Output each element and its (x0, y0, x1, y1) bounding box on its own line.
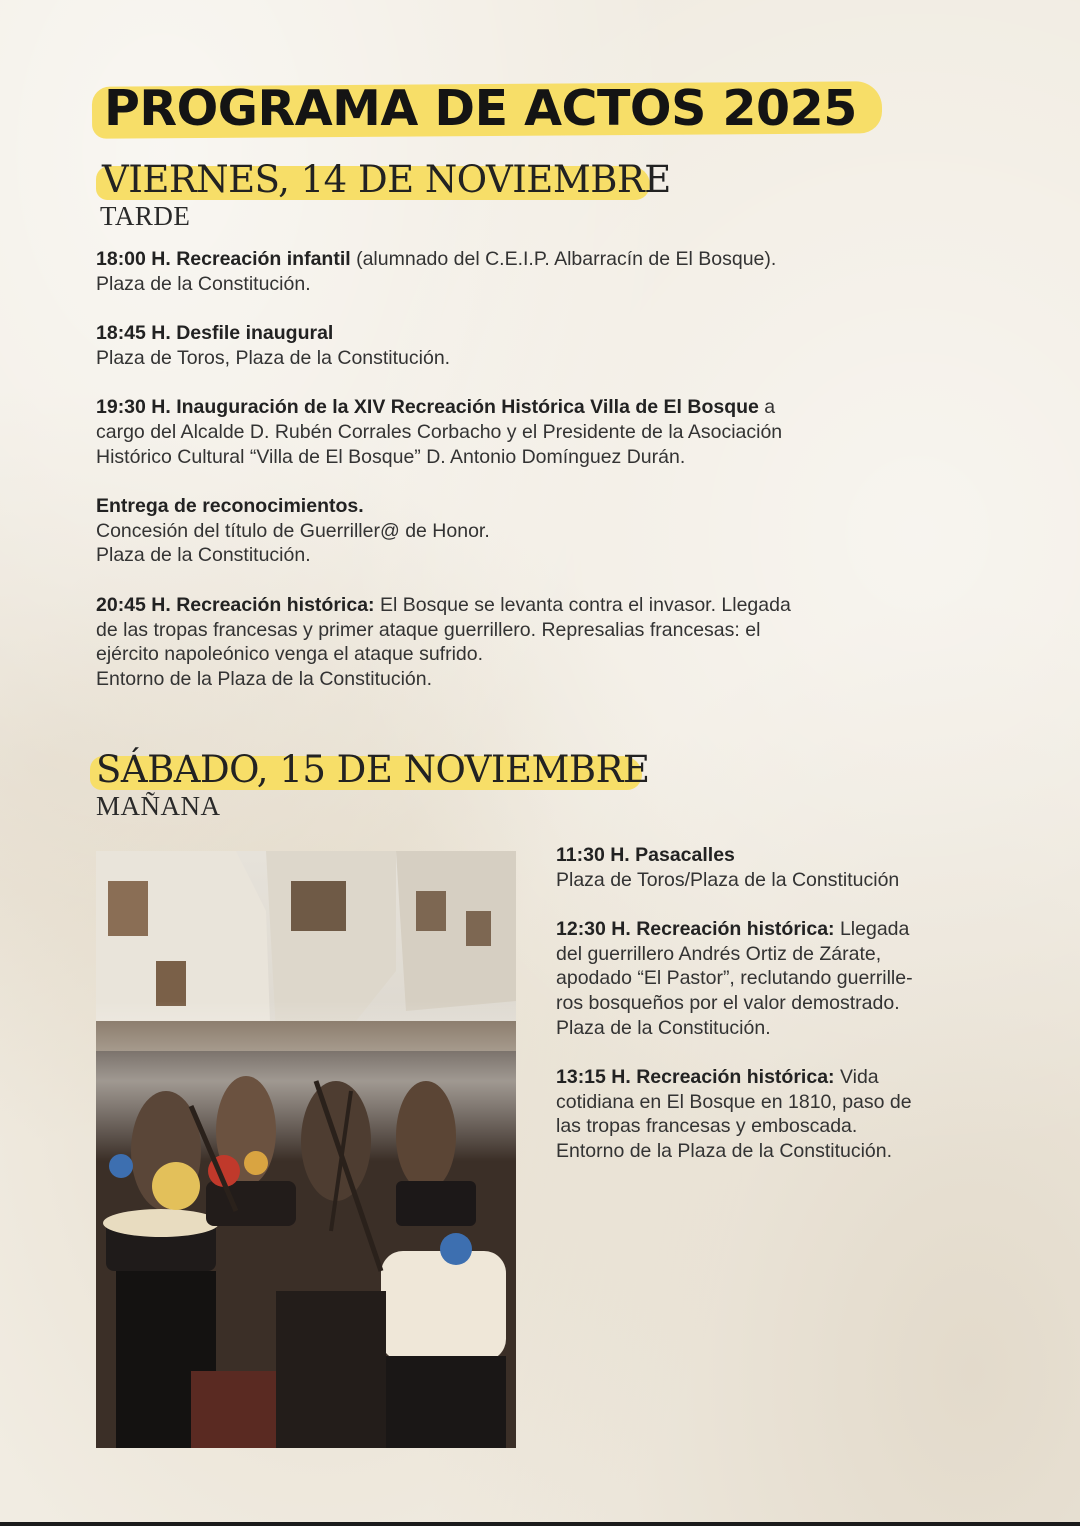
event-title: Entrega de reconocimientos. (96, 495, 364, 518)
event-location: Plaza de Toros, Plaza de la Constitución. (96, 346, 451, 369)
event-location: Entorno de la Plaza de la Constitución. (556, 1139, 893, 1162)
page-bottom-edge (0, 1522, 1080, 1526)
event-text: Histórico Cultural “Villa de El Bosque” D. Antonio Domínguez Durán. (96, 445, 686, 468)
program-title: PROGRAMA DE ACTOS 2025 (104, 80, 857, 137)
event-text: de las tropas francesas y primer ataque guerrillero. Represalias francesas: el (96, 618, 761, 641)
event-text: Llegada (834, 918, 910, 941)
event-text: Vida (834, 1066, 879, 1089)
saturday-events (556, 843, 976, 1189)
event-location: Plaza de Toros/Plaza de la Constitución (556, 868, 900, 891)
event-item (556, 1065, 976, 1163)
event-text: a (758, 396, 776, 419)
event-item (96, 247, 876, 296)
friday-period: TARDE (100, 201, 191, 231)
saturday-heading-block (90, 748, 650, 794)
event-item (96, 494, 876, 568)
saturday-period: MAÑANA (96, 791, 221, 821)
event-title: 18:45 H. Desfile inaugural (96, 322, 334, 345)
event-item (96, 395, 876, 469)
program-title-block (92, 78, 892, 140)
event-text: cotidiana en El Bosque en 1810, paso de (556, 1090, 912, 1113)
event-text: Concesión del título de Guerriller@ de Honor. (96, 519, 490, 542)
event-item (556, 843, 976, 892)
saturday-heading: SÁBADO, 15 DE NOVIEMBRE (96, 748, 650, 791)
event-title: 20:45 H. Recreación histórica: (96, 593, 375, 616)
event-location: Plaza de la Constitución. (556, 1016, 771, 1039)
event-location: Plaza de la Constitución. (96, 272, 311, 295)
event-title: 11:30 H. Pasacalles (556, 844, 735, 866)
event-text: del guerrillero Andrés Ortiz de Zárate, (556, 942, 882, 965)
event-title: 13:15 H. Recreación histórica: (556, 1066, 835, 1089)
friday-heading-block (96, 158, 671, 204)
event-location: Entorno de la Plaza de la Constitución. (96, 667, 433, 690)
event-title: 18:00 H. Recreación infantil (96, 248, 351, 270)
event-text: ejército napoleónico venga el ataque sufrido. (96, 643, 484, 666)
event-title: 19:30 H. Inauguración de la XIV Recreación Histórica Villa de El Bosque (96, 396, 759, 419)
reenactment-photo (96, 851, 516, 1448)
event-item (96, 321, 876, 370)
reenactment-photo-illustration (96, 851, 516, 1448)
event-item (556, 917, 976, 1040)
event-text: las tropas francesas y emboscada. (556, 1115, 858, 1138)
event-title: 12:30 H. Recreación histórica: (556, 918, 835, 941)
event-text: El Bosque se levanta contra el invasor. Llegada (374, 593, 791, 616)
event-text: ros bosqueños por el valor demostrado. (556, 991, 900, 1014)
friday-heading: VIERNES, 14 DE NOVIEMBRE (102, 158, 671, 201)
event-text: apodado “El Pastor”, reclutando guerrille- (556, 967, 913, 990)
event-location: Plaza de la Constitución. (96, 544, 311, 567)
event-item (96, 593, 876, 691)
friday-events (96, 247, 876, 716)
event-text: (alumnado del C.E.I.P. Albarracín de El Bosque). (350, 248, 777, 270)
event-text: cargo del Alcalde D. Rubén Corrales Corbacho y el Presidente de la Asociación (96, 420, 783, 443)
